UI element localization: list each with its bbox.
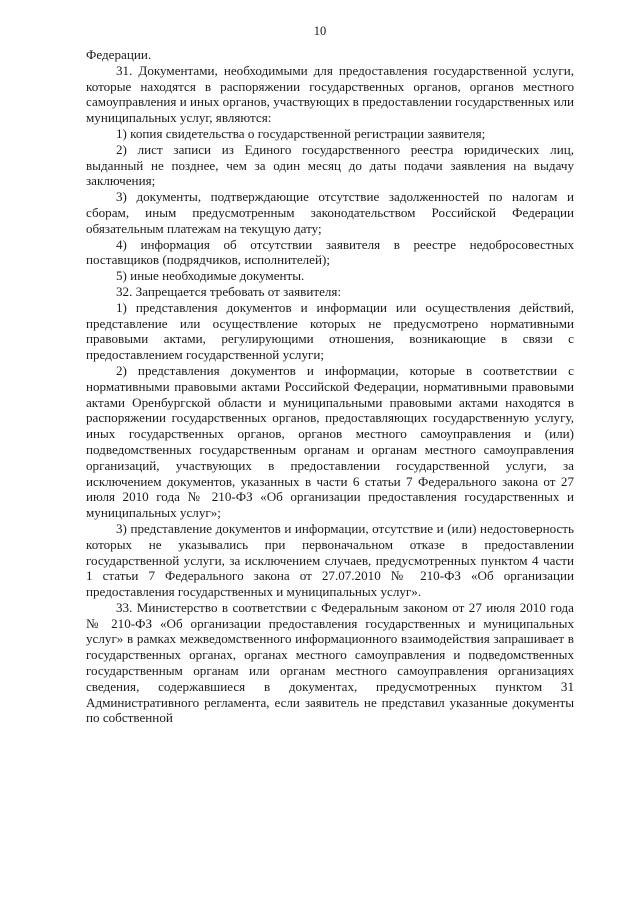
list-item-31-5: 5) иные необходимые документы. — [116, 268, 305, 284]
list-item-31-2: 2) лист записи из Единого государственного реестра юридических лиц, выданный не позднее, чем за один месяц до даты подачи заявления на выдачу заключения; — [86, 141, 574, 189]
list-item-32-1: 1) представления документов и информации или осуществления действий, представление или осуществление которых не предусмотрено нормативными правовыми актами, регулирующими отношения, возникающие в связи с предоставлением государственной услуги; — [86, 299, 574, 363]
paragraph-continuation: Федерации. — [86, 47, 152, 62]
list-item-31-4: 4) информация об отсутствии заявителя в реестре недобросовестных поставщиков (подрядчиков, исполнителей); — [86, 236, 574, 268]
page-number: 10 — [313, 24, 327, 38]
list-item-31-3: 3) документы, подтверждающие отсутствие задолженностей по налогам и сборам, иным предусмотренным законодательством Российской Федерации обязательным платежам на текущую дату; — [86, 189, 574, 236]
paragraph-32: 32. Запрещается требовать от заявителя: — [116, 283, 342, 299]
list-item-31-1: 1) копия свидетельства о государственной регистрации заявителя; — [116, 125, 486, 141]
list-item-32-3: 3) представление документов и информации, отсутствие и (или) недостоверность которых не указывались при первоначальном отказе в предоставлении государственной услуги, за исключением случаев, предусмотренных пунктом 4 части 1 статьи 7 Федерального закона от 27.07.2010 № 210-ФЗ «Об организации предоставления государственных и муниципальных услуг». — [86, 520, 574, 600]
paragraph-31: 31. Документами, необходимыми для предоставления государственной услуги, которые находятся в распоряжении государственных органов, органов местного самоуправления и иных органов, участвующих в предоставлении государственных или муниципальных услуг, являются: — [86, 62, 574, 126]
paragraph-33: 33. Министерство в соответствии с Федеральным законом от 27 июля 2010 года № 210-ФЗ «Об организации предоставления государственных и муниципальных услуг» в рамках межведомственного информационного взаимодействия запрашивает в государственных органах, органах местного самоуправления и подведомственных государственным органам или органам местного самоуправления организациях сведения, содержавшиеся в документах, предусмотренных пунктом 31 Административного регламента, если заявитель не представил указанные документы по собственной — [86, 599, 574, 726]
list-item-32-2: 2) представления документов и информации, которые в соответствии с нормативными правовыми актами Российской Федерации, нормативными правовыми актами Оренбургской области и муниципальными правовыми актами находятся в распоряжении государственных органов, предоставляющих государственную услугу, иных государственных органов, органов местного самоуправления и (или) подведомственных государственным органам и органам местного самоуправления организаций, участвующих в предоставлении государственной услуги, за исключением документов, указанных в части 6 статьи 7 Федерального закона от 27 июля 2010 года № 210-ФЗ «Об организации предоставления государственных и муниципальных услуг»; — [86, 362, 574, 521]
body-text — [86, 47, 574, 726]
